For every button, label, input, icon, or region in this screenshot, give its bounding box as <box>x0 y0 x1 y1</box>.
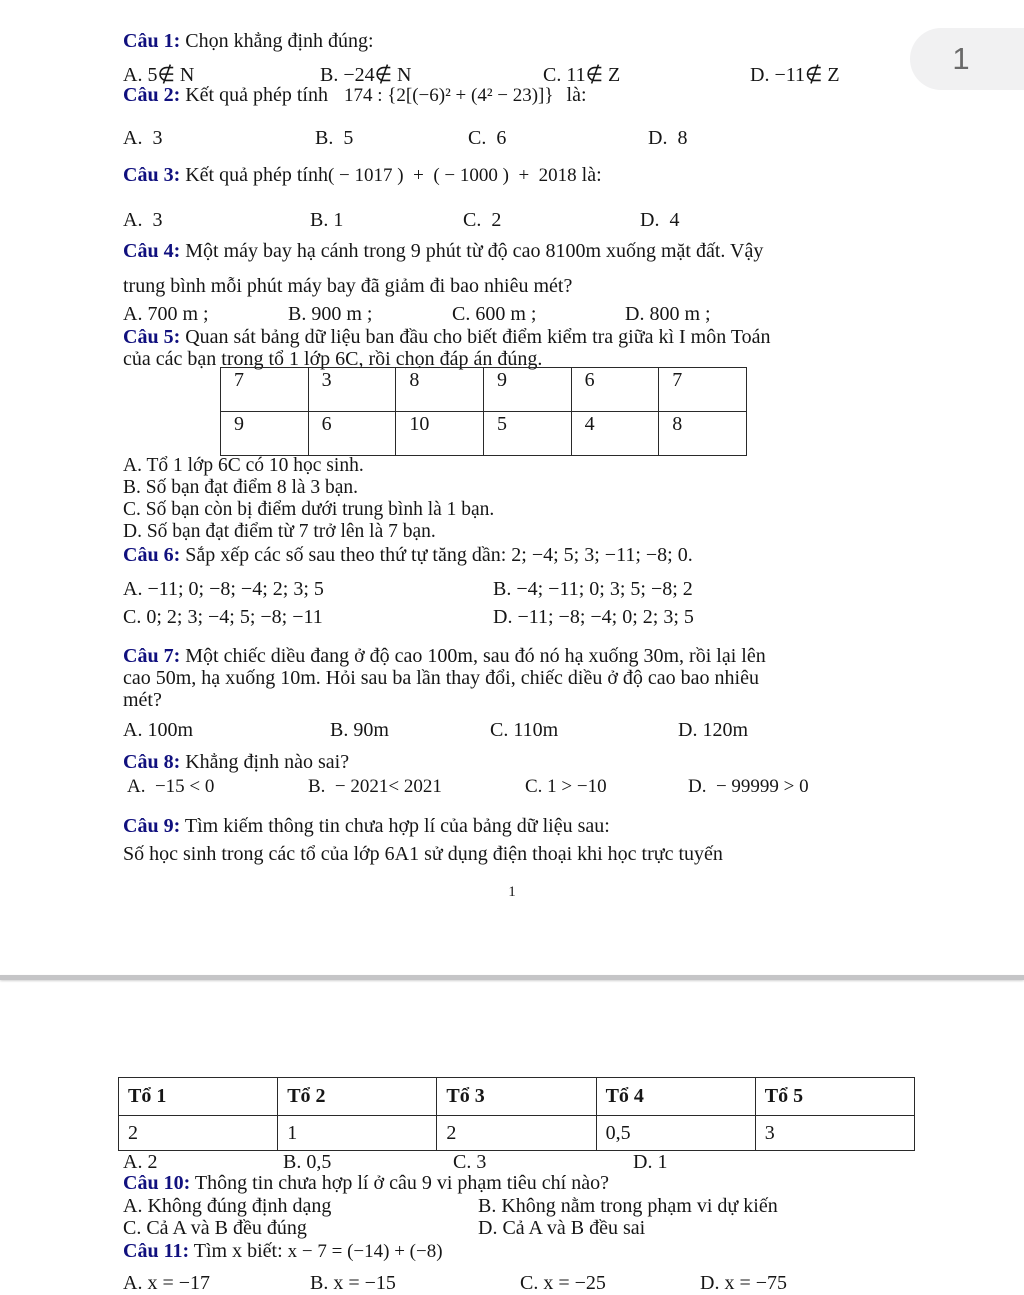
table-row <box>221 412 747 456</box>
question-10-options-row-1 <box>123 1195 778 1218</box>
question-4-options <box>123 303 711 326</box>
question-5-line-1: Quan sát bảng dữ liệu ban đầu cho biết điểm kiểm tra giữa kì I môn Toán <box>185 326 771 348</box>
table-cell: 8 <box>659 412 747 456</box>
question-4-line-1: Một máy bay hạ cánh trong 9 phút từ độ cao 8100m xuống mặt đất. Vậy <box>185 240 764 262</box>
option-a: A. 100m <box>123 719 193 741</box>
option-c: C. x = −25 <box>520 1272 606 1294</box>
table-cell: 9 <box>483 368 571 412</box>
table-cell: 4 <box>571 412 659 456</box>
phone-usage-table <box>118 1077 915 1151</box>
option-b: B. 5 <box>315 127 354 149</box>
table-cell: 8 <box>396 368 484 412</box>
table-cell: 7 <box>221 368 309 412</box>
option-c: C. 600 m ; <box>452 303 537 325</box>
option-b: B. Số bạn đạt điểm 8 là 3 bạn. <box>123 477 359 498</box>
question-8-options <box>127 776 809 798</box>
question-6-heading <box>123 544 693 567</box>
option-c: C. 6 <box>468 127 507 149</box>
table-row <box>221 368 747 412</box>
question-2-options <box>123 127 687 150</box>
question-10-label: Câu 10: <box>123 1172 191 1194</box>
table-cell: 2 <box>437 1116 596 1151</box>
table-cell: 10 <box>396 412 484 456</box>
option-b: B. Không nằm trong phạm vi dự kiến <box>478 1195 778 1217</box>
option-a: A. 3 <box>123 127 163 149</box>
table-header: Tổ 1 <box>119 1078 278 1116</box>
option-d: D. 8 <box>648 127 688 149</box>
question-3-label: Câu 3: <box>123 164 181 186</box>
question-7-line-1: Một chiếc diều đang ở độ cao 100m, sau đó nó hạ xuống 30m, rồi lại lên <box>185 645 766 667</box>
option-d: D. Cả A và B đều sai <box>478 1217 646 1239</box>
question-3-formula: ( − 1017 ) + ( − 1000 ) + 2018 <box>327 165 577 186</box>
option-b: B. 0,5 <box>283 1151 332 1173</box>
option-d: D. 120m <box>678 719 748 741</box>
option-c: C. Số bạn còn bị điểm dưới trung bình là 1 bạn. <box>123 499 495 520</box>
option-d: D. 800 m ; <box>625 303 711 325</box>
question-11-formula: x − 7 = (−14) + (−8) <box>287 1241 443 1262</box>
table-cell: 2 <box>119 1116 278 1151</box>
table-cell: 6 <box>308 412 396 456</box>
page-badge <box>910 28 1024 90</box>
table-header: Tổ 2 <box>278 1078 437 1116</box>
question-3-options <box>123 209 679 232</box>
table-row <box>119 1116 915 1151</box>
question-3-suffix: là: <box>581 164 602 186</box>
option-d: D. 4 <box>640 209 680 231</box>
option-b: B. 90m <box>330 719 389 741</box>
option-c: C. 110m <box>490 719 559 741</box>
page-break-divider <box>0 975 1024 980</box>
question-8-heading <box>123 751 349 774</box>
table-cell: 5 <box>483 412 571 456</box>
question-5-heading <box>123 326 933 370</box>
table-cell: 1 <box>278 1116 437 1151</box>
option-a: A. 2 <box>123 1151 158 1173</box>
option-c: C. Cả A và B đều đúng <box>123 1217 307 1239</box>
question-2-heading <box>123 84 587 107</box>
question-1-text: Chọn khẳng định đúng: <box>185 30 374 52</box>
page-badge-number: 1 <box>952 41 970 76</box>
question-9-heading <box>123 815 610 838</box>
question-3-heading <box>123 164 602 187</box>
question-6-text: Sắp xếp các số sau theo thứ tự tăng dần: 2; −4; 5; 3; −11; −8; 0. <box>185 544 693 566</box>
table-header: Tổ 5 <box>755 1078 914 1116</box>
question-4-label: Câu 4: <box>123 240 181 262</box>
option-c: C. 3 <box>453 1151 487 1173</box>
table-header: Tổ 4 <box>596 1078 755 1116</box>
option-b: B. 1 <box>310 209 344 231</box>
question-9-text: Tìm kiếm thông tin chưa hợp lí của bảng dữ liệu sau: <box>184 815 610 837</box>
question-10-options-row-2 <box>123 1217 645 1240</box>
question-7-heading <box>123 645 933 711</box>
option-c: C. 2 <box>463 209 502 231</box>
option-a: A. −11; 0; −8; −4; 2; 3; 5 <box>123 578 324 600</box>
option-d: D. −11∉ Z <box>750 64 840 86</box>
page-number: 1 <box>508 884 516 900</box>
table-cell: 9 <box>221 412 309 456</box>
question-7-label: Câu 7: <box>123 645 181 667</box>
table-cell: 0,5 <box>596 1116 755 1151</box>
option-b: B. −4; −11; 0; 3; 5; −8; 2 <box>493 578 693 600</box>
option-b: B. − 2021< 2021 <box>308 776 442 797</box>
question-8-text: Khẳng định nào sai? <box>185 751 350 773</box>
question-7-line-2: cao 50m, hạ xuống 10m. Hỏi sau ba lần thay đổi, chiếc diều ở độ cao bao nhiêu <box>123 667 759 689</box>
question-4-line-2: trung bình mỗi phút máy bay đã giảm đi bao nhiêu mét? <box>123 275 573 297</box>
table-cell: 6 <box>571 368 659 412</box>
table-cell: 7 <box>659 368 747 412</box>
option-a: A. −15 < 0 <box>127 776 215 797</box>
question-2-label: Câu 2: <box>123 84 181 106</box>
table-cell: 3 <box>755 1116 914 1151</box>
option-d: D. − 99999 > 0 <box>688 776 809 797</box>
table-cell: 3 <box>308 368 396 412</box>
question-6-label: Câu 6: <box>123 544 181 566</box>
question-10-heading <box>123 1172 609 1195</box>
question-2-suffix: là: <box>566 84 587 106</box>
option-a: A. 5∉ N <box>123 64 195 86</box>
option-a: A. Không đúng định dạng <box>123 1195 332 1217</box>
question-9-subtitle: Số học sinh trong các tổ của lớp 6A1 sử dụng điện thoại khi học trực tuyến <box>123 843 723 865</box>
question-9-options <box>123 1151 667 1174</box>
option-c: C. 0; 2; 3; −4; 5; −8; −11 <box>123 606 323 628</box>
option-d: D. 1 <box>633 1151 668 1173</box>
option-b: B. −24∉ N <box>320 64 412 86</box>
option-d: D. Số bạn đạt điểm từ 7 trở lên là 7 bạn. <box>123 521 436 542</box>
question-5-label: Câu 5: <box>123 326 181 348</box>
question-11-heading <box>123 1240 443 1263</box>
option-d: D. x = −75 <box>700 1272 788 1294</box>
option-a: A. x = −17 <box>123 1272 211 1294</box>
table-header-row <box>119 1078 915 1116</box>
question-7-options <box>123 719 748 742</box>
option-d: D. −11; −8; −4; 0; 2; 3; 5 <box>493 606 694 628</box>
option-c: C. 11∉ Z <box>543 64 621 86</box>
question-4-heading <box>123 240 933 310</box>
question-10-text: Thông tin chưa hợp lí ở câu 9 vi phạm tiêu chí nào? <box>194 1172 609 1194</box>
option-b: B. x = −15 <box>310 1272 396 1294</box>
question-5-answers <box>123 455 494 543</box>
question-3-text: Kết quả phép tính <box>185 164 328 186</box>
question-8-label: Câu 8: <box>123 751 181 773</box>
option-c: C. 1 > −10 <box>525 776 607 797</box>
question-11-text: Tìm x biết: <box>193 1240 283 1262</box>
score-table <box>220 367 747 456</box>
question-5-line-2: của các bạn trong tổ 1 lớp 6C, rồi chọn đáp án đúng. <box>123 348 543 370</box>
option-a: A. 3 <box>123 209 163 231</box>
question-11-options-clipped <box>123 1272 787 1295</box>
question-1-heading <box>123 30 374 53</box>
question-6-options-row-1 <box>123 578 693 601</box>
question-6-options-row-2 <box>123 606 694 629</box>
question-9-label: Câu 9: <box>123 815 181 837</box>
question-11-label: Câu 11: <box>123 1240 190 1262</box>
option-a: A. 700 m ; <box>123 303 209 325</box>
table-header: Tổ 3 <box>437 1078 596 1116</box>
question-2-formula: 174 : {2[(−6)² + (4² − 23)]} <box>343 85 554 106</box>
question-7-line-3: mét? <box>123 689 162 711</box>
option-b: B. 900 m ; <box>288 303 373 325</box>
question-2-text: Kết quả phép tính <box>185 84 328 106</box>
question-1-label: Câu 1: <box>123 30 181 52</box>
option-a: A. Tổ 1 lớp 6C có 10 học sinh. <box>123 455 364 476</box>
